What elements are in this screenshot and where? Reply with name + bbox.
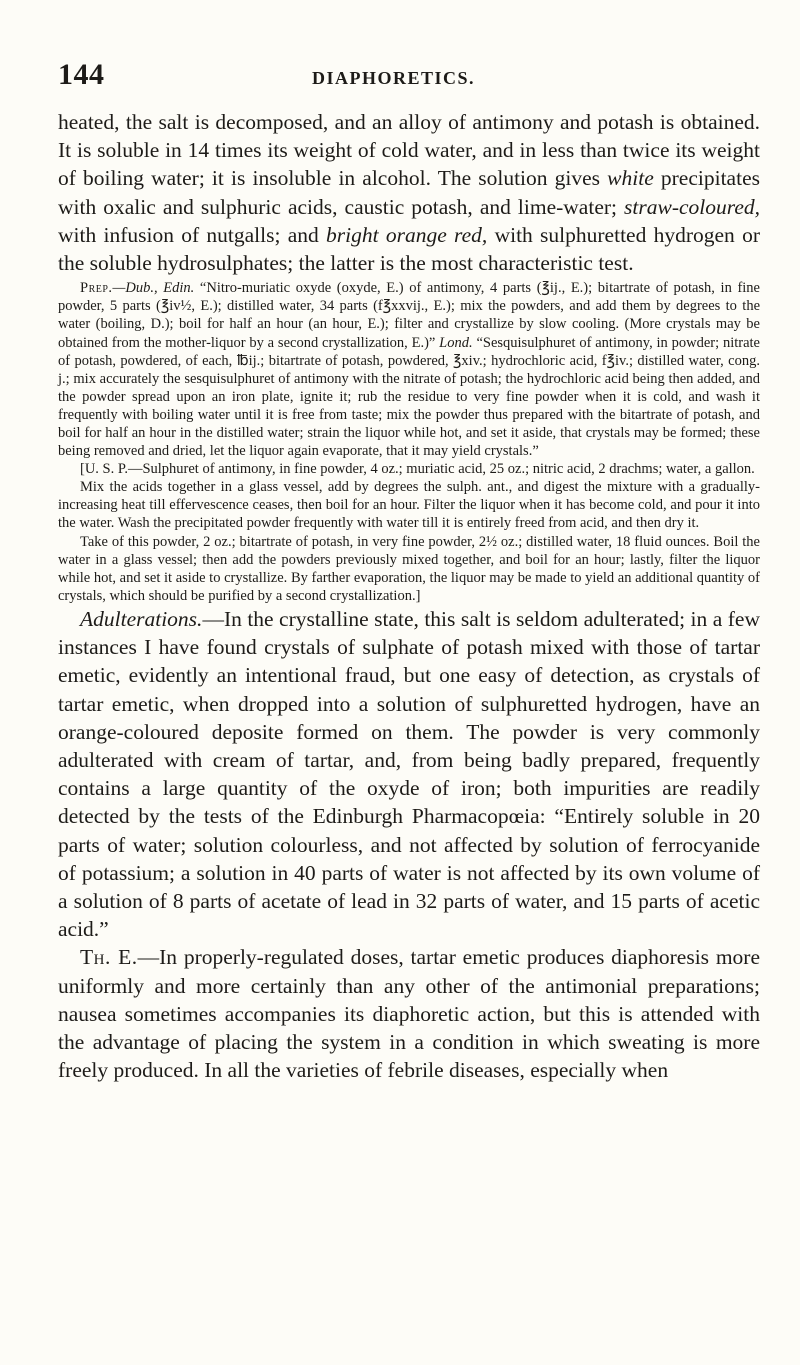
paragraph-properties xyxy=(58,108,760,277)
text-run: is obtained. It is soluble in 14 times its weight of cold water, and in less than twice its weight of boiling water; it is insoluble in alcohol. The solution gives xyxy=(58,110,761,191)
lond-text: “Sesquisulphuret of antimony, in powder; nitrate of potash, powdered, of each, ℔ij.; bitartrate of potash, powdered, ℥xiv.; hydrochloric acid, f℥iv.; distilled water, cong. j.; mix accurately the sesquisulphuret of antimony with the nitrate of potash; the hydrochloric acid being then added, and the powder spread upon an iron plate, ignite it; rub the residue to very fine powder when it is cold, and wash it frequently with boiling water until it is free from taste; mix the powder thus prepared with the bitartrate of potash, and boil for half an hour in the distilled water; strain the liquor while hot, and set it aside, that crystals may be formed; these being removed and dried, let the liquor again evaporate, that it may yield crystals.” xyxy=(58,334,760,460)
text-run: precipitates with oxalic and sulphuric acids, caustic potash, and lime-water; xyxy=(58,166,760,219)
text-run: with infusion of nutgalls; and xyxy=(58,222,327,247)
prep-sources: —Dub., Edin. xyxy=(112,280,195,297)
paragraph-usp-crystallize: Take of this powder, 2 oz.; bitartrate of potash, in very fine powder, 2½ oz.; distilled water, 18 fluid ounces. Boil the water in a glass vessel; then add the powders previously mixed together, and boil for an hour; lastly, filter the liquor while hot, and set it aside to crystallize. By farther evaporation, the liquor may be made to yield an additional quantity of crystals, which should be purified by a second crystallization.] xyxy=(58,533,760,604)
paragraph-preparation xyxy=(58,279,760,460)
therapeutic-heading: Th. E. xyxy=(80,945,138,970)
prep-label: Prep. xyxy=(80,280,113,297)
page-number: 144 xyxy=(58,58,105,91)
paragraph-usp-method: Mix the acids together in a glass vessel, add by degrees the sulph. ant., and digest the mixture with a gradually-increasing heat till effervescence ceases, then boil for an hour. Filter the liquor when it has become cold, and pour it into the water. Wash the precipitated powder frequently with water till it is entirely freed from acid, and then dry it. xyxy=(58,479,760,532)
paragraph-adulterations xyxy=(58,605,760,943)
paragraph-usp-ingredients: [U. S. P.—Sulphuret of antimony, in fine powder, 4 oz.; muriatic acid, 25 oz.; nitric acid, 2 drachms; water, a gallon. xyxy=(80,461,755,478)
adulterations-text: —In the crystalline state, this salt is seldom adulterated; in a few instances I have found crystals of sulphate of potash mixed with those of tartar emetic, evidently an intentional fraud, but one easy of detection, as crystals of tartar emetic, when dropped into a solution of sulphuretted hydrogen, have an orange-coloured deposite formed on them. The powder is very commonly adulterated with cream of tartar, and, from being badly prepared, frequently contains a large quantity of the oxyde of iron; both impurities are readily detected by the tests of the Edinburgh Pharmacopœia: “Entirely soluble in 20 parts of water; solution colourless, and not affected by solution of ferrocyanide of potassium; a solution in 40 parts of water is not affected by its own volume of a solution of 8 parts of acetate of lead in 32 parts of water, and 15 parts of acetic acid.” xyxy=(58,606,760,942)
prep-text: “Nitro-muriatic oxyde (oxyde, E.) of antimony, 4 parts (℥ij., E.); bitartrate of potash, in fine powder, 5 parts (℥iv½, E.); distilled water, 34 parts (f℥xxvij., E.); mix the powders, and add them by degrees to the water (boiling, D.); boil for half an hour (an hour, E.); filter and crystallize by slow cooling. (More crystals may be obtained from the mother-liquor by a second crystallization, E.)” xyxy=(58,280,760,351)
running-head xyxy=(58,58,760,98)
text-run: heated, the salt is decomposed, and an alloy of antimony and potash xyxy=(58,110,654,134)
adulterations-heading: Adulterations. xyxy=(80,606,203,631)
therapeutic-text: —In properly-regulated doses, tartar emetic produces diaphoresis more uniformly and more certainly than any other of the antimonial preparations; nausea sometimes accompanies its diaphoretic action, but this is attended with the advantage of placing the system in a condition in which sweating is more freely produced. In all the varieties of febrile diseases, especially when xyxy=(58,945,761,1083)
lond-label: Lond. xyxy=(439,334,473,351)
emphasis-straw-coloured: straw-coloured, xyxy=(624,194,760,219)
book-page xyxy=(58,58,760,1084)
running-title: DIAPHORETICS. xyxy=(312,68,476,88)
emphasis-bright-orange-red: bright orange red, xyxy=(326,222,488,247)
paragraph-therapeutic-effects xyxy=(58,943,760,1084)
text-run: with sulphuretted hydrogen or the soluble hydrosulphates; the latter is the most characteristic test. xyxy=(58,222,760,276)
emphasis-white: white xyxy=(607,166,654,191)
